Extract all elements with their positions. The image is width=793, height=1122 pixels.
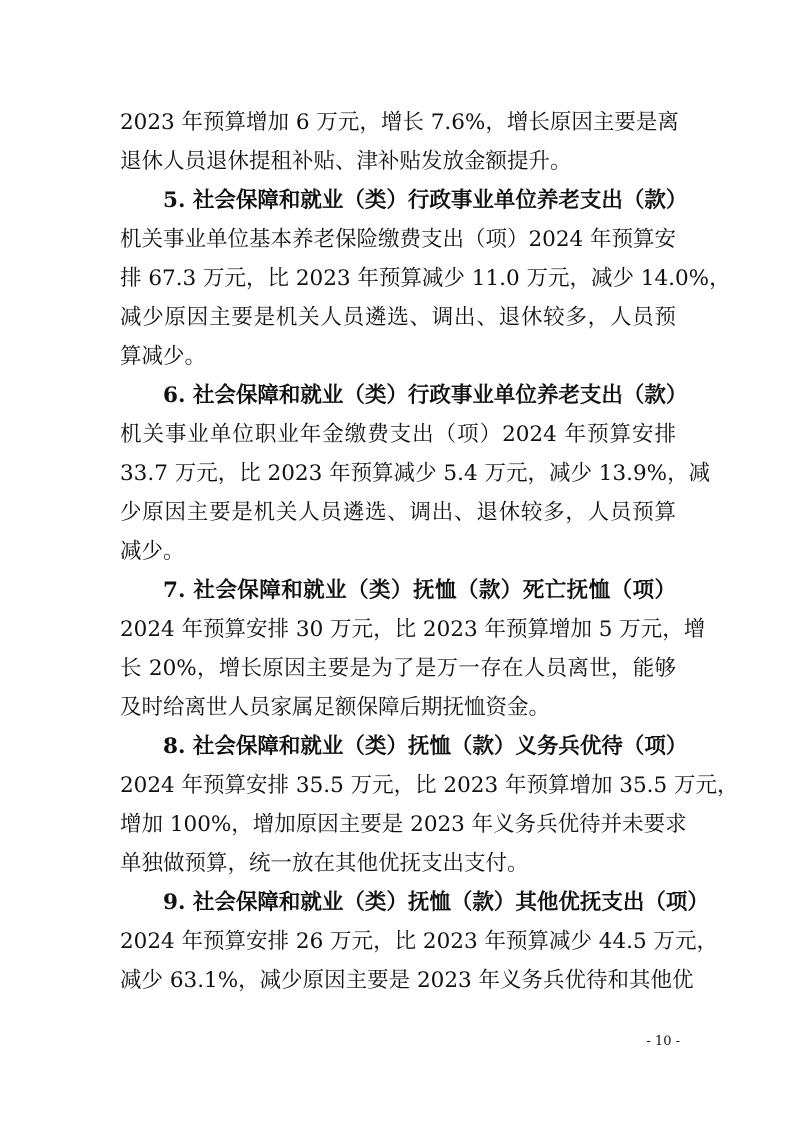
body-line: 少原因主要是机关人员遴选、调出、退休较多，人员预算 <box>120 500 676 525</box>
section-heading-6: 6. 社会保障和就业（类）行政事业单位养老支出（款） <box>163 383 688 408</box>
body-line: 减少原因主要是机关人员遴选、调出、退休较多，人员预 <box>120 305 676 330</box>
body-line: 2023 年预算增加 6 万元，增长 7.6%，增长原因主要是离 <box>120 110 679 135</box>
body-line: 机关事业单位职业年金缴费支出（项）2024 年预算安排 <box>120 422 676 447</box>
body-line: 单独做预算，统一放在其他优抚支出支付。 <box>120 851 529 876</box>
section-heading-8: 8. 社会保障和就业（类）抚恤（款）义务兵优待（项） <box>163 734 688 759</box>
body-line: 及时给离世人员家属足额保障后期抚恤资金。 <box>120 695 551 720</box>
body-line: 长 20%，增长原因主要是为了是万一存在人员离世，能够 <box>120 656 676 681</box>
body-line: 退休人员退休提租补贴、津补贴发放金额提升。 <box>120 149 572 174</box>
body-line: 33.7 万元，比 2023 年预算减少 5.4 万元，减少 13.9%，减 <box>120 461 711 486</box>
body-line: 减少 63.1%，减少原因主要是 2023 年义务兵优待和其他优 <box>120 968 694 993</box>
page-number: - 10 - <box>646 1034 680 1049</box>
body-line: 减少。 <box>120 539 185 564</box>
section-heading-5: 5. 社会保障和就业（类）行政事业单位养老支出（款） <box>163 188 688 213</box>
body-line: 2024 年预算安排 30 万元，比 2023 年预算增加 5 万元，增 <box>120 617 706 642</box>
body-line: 2024 年预算安排 26 万元，比 2023 年预算减少 44.5 万元， <box>120 929 719 954</box>
body-line: 算减少。 <box>120 344 207 369</box>
section-heading-9: 9. 社会保障和就业（类）抚恤（款）其他优抚支出（项） <box>163 890 709 915</box>
section-heading-7: 7. 社会保障和就业（类）抚恤（款）死亡抚恤（项） <box>163 578 676 603</box>
body-line: 增加 100%，增加原因主要是 2023 年义务兵优待并未要求 <box>120 812 687 837</box>
body-line: 机关事业单位基本养老保险缴费支出（项）2024 年预算安 <box>120 227 677 252</box>
body-line: 排 67.3 万元，比 2023 年预算减少 11.0 万元，减少 14.0%， <box>120 266 731 291</box>
body-line: 2024 年预算安排 35.5 万元，比 2023 年预算增加 35.5 万元， <box>120 773 739 798</box>
